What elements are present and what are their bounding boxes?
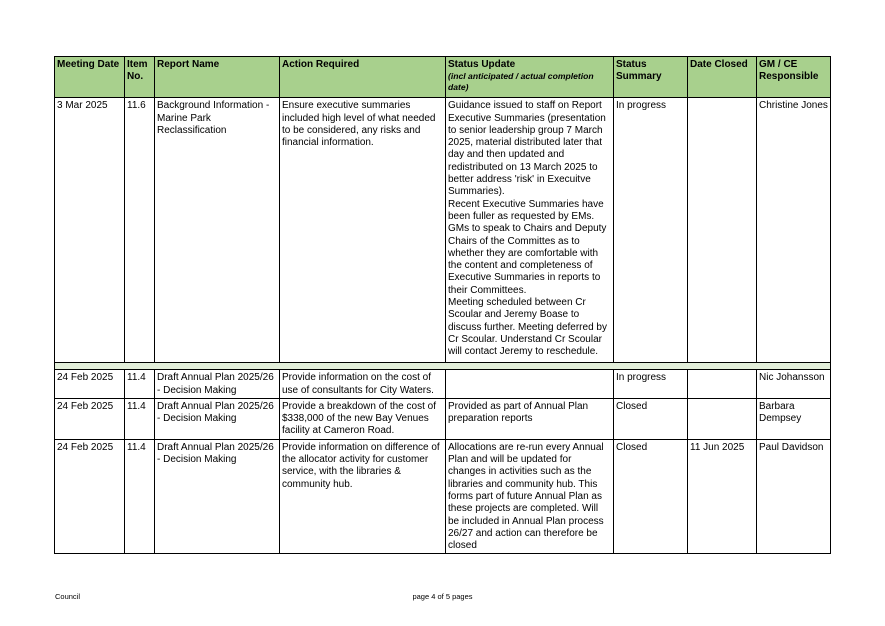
cell-responsible: Barbara Dempsey — [757, 398, 831, 439]
header-status-summary: Status Summary — [614, 57, 688, 98]
header-meeting-date: Meeting Date — [55, 57, 125, 98]
actions-table — [54, 56, 831, 554]
cell-date-closed — [688, 370, 757, 399]
cell-item-no: 11.4 — [125, 398, 155, 439]
header-date-closed: Date Closed — [688, 57, 757, 98]
cell-responsible: Nic Johansson — [757, 370, 831, 399]
cell-meeting-date: 24 Feb 2025 — [55, 370, 125, 399]
cell-report-name: Background Information - Marine Park Reclassification — [155, 98, 280, 363]
cell-report-name: Draft Annual Plan 2025/26 - Decision Making — [155, 439, 280, 554]
cell-item-no: 11.4 — [125, 439, 155, 554]
cell-status-update: Provided as part of Annual Plan preparation reports — [446, 398, 614, 439]
cell-date-closed: 11 Jun 2025 — [688, 439, 757, 554]
cell-status-update: Allocations are re-run every Annual Plan and will be updated for changes in activities such as the libraries and community hub. This forms part of future Annual Plan as these projects are completed. Will be included in Annual Plan process 26/27 and action can therefore be closed — [446, 439, 614, 554]
cell-action-required: Provide a breakdown of the cost of $338,000 of the new Bay Venues facility at Cameron Road. — [280, 398, 446, 439]
cell-meeting-date: 3 Mar 2025 — [55, 98, 125, 363]
cell-item-no: 11.6 — [125, 98, 155, 363]
table-row — [55, 439, 831, 554]
cell-meeting-date: 24 Feb 2025 — [55, 398, 125, 439]
cell-item-no: 11.4 — [125, 370, 155, 399]
table-header-row — [55, 57, 831, 98]
cell-status-summary: Closed — [614, 398, 688, 439]
cell-meeting-date: 24 Feb 2025 — [55, 439, 125, 554]
cell-responsible: Paul Davidson — [757, 439, 831, 554]
header-status-update-note: (incl anticipated / actual completion date) — [448, 71, 594, 93]
cell-report-name: Draft Annual Plan 2025/26 - Decision Making — [155, 370, 280, 399]
header-status-update-label: Status Update — [448, 59, 516, 70]
cell-action-required: Provide information on the cost of use of consultants for City Waters. — [280, 370, 446, 399]
cell-date-closed — [688, 398, 757, 439]
header-status-update — [446, 57, 614, 98]
spacer-cell — [55, 363, 831, 370]
cell-status-summary: In progress — [614, 370, 688, 399]
table-row — [55, 370, 831, 399]
header-responsible: GM / CE Responsible — [757, 57, 831, 98]
cell-status-summary: Closed — [614, 439, 688, 554]
footer-left-label: Council — [55, 592, 81, 601]
header-report-name: Report Name — [155, 57, 280, 98]
table-row — [55, 398, 831, 439]
cell-responsible: Christine Jones — [757, 98, 831, 363]
cell-status-update: Guidance issued to staff on Report Executive Summaries (presentation to senior leadership group 7 March 2025, material distributed later that day and then updated and redistributed on 13 March 2025 to better address 'risk' in Execuitve Summaries). Recent Executive Summaries have been fuller as requested by EMs. GMs to speak to Chairs and Deputy Chairs of the Committes as to whether they are comfortable with the content and completeness of Executive Summaries in reports to their Committees. Meeting scheduled between Cr Scoular and Jeremy Boase to discuss further. Meeting deferred by Cr Scoular. Understand Cr Scoular will contact Jeremy to reschedule. — [446, 98, 614, 363]
cell-report-name: Draft Annual Plan 2025/26 - Decision Making — [155, 398, 280, 439]
cell-date-closed — [688, 98, 757, 363]
table-row — [55, 98, 831, 363]
cell-action-required: Ensure executive summaries included high level of what needed to be considered, any risks and financial information. — [280, 98, 446, 363]
page-number: page 4 of 5 pages — [412, 592, 473, 601]
cell-action-required: Provide information on difference of the allocator activity for customer service, with the libraries & community hub. — [280, 439, 446, 554]
cell-status-summary: In progress — [614, 98, 688, 363]
cell-status-update — [446, 370, 614, 399]
table-spacer-row — [55, 363, 831, 370]
header-action-required: Action Required — [280, 57, 446, 98]
header-item-no: Item No. — [125, 57, 155, 98]
